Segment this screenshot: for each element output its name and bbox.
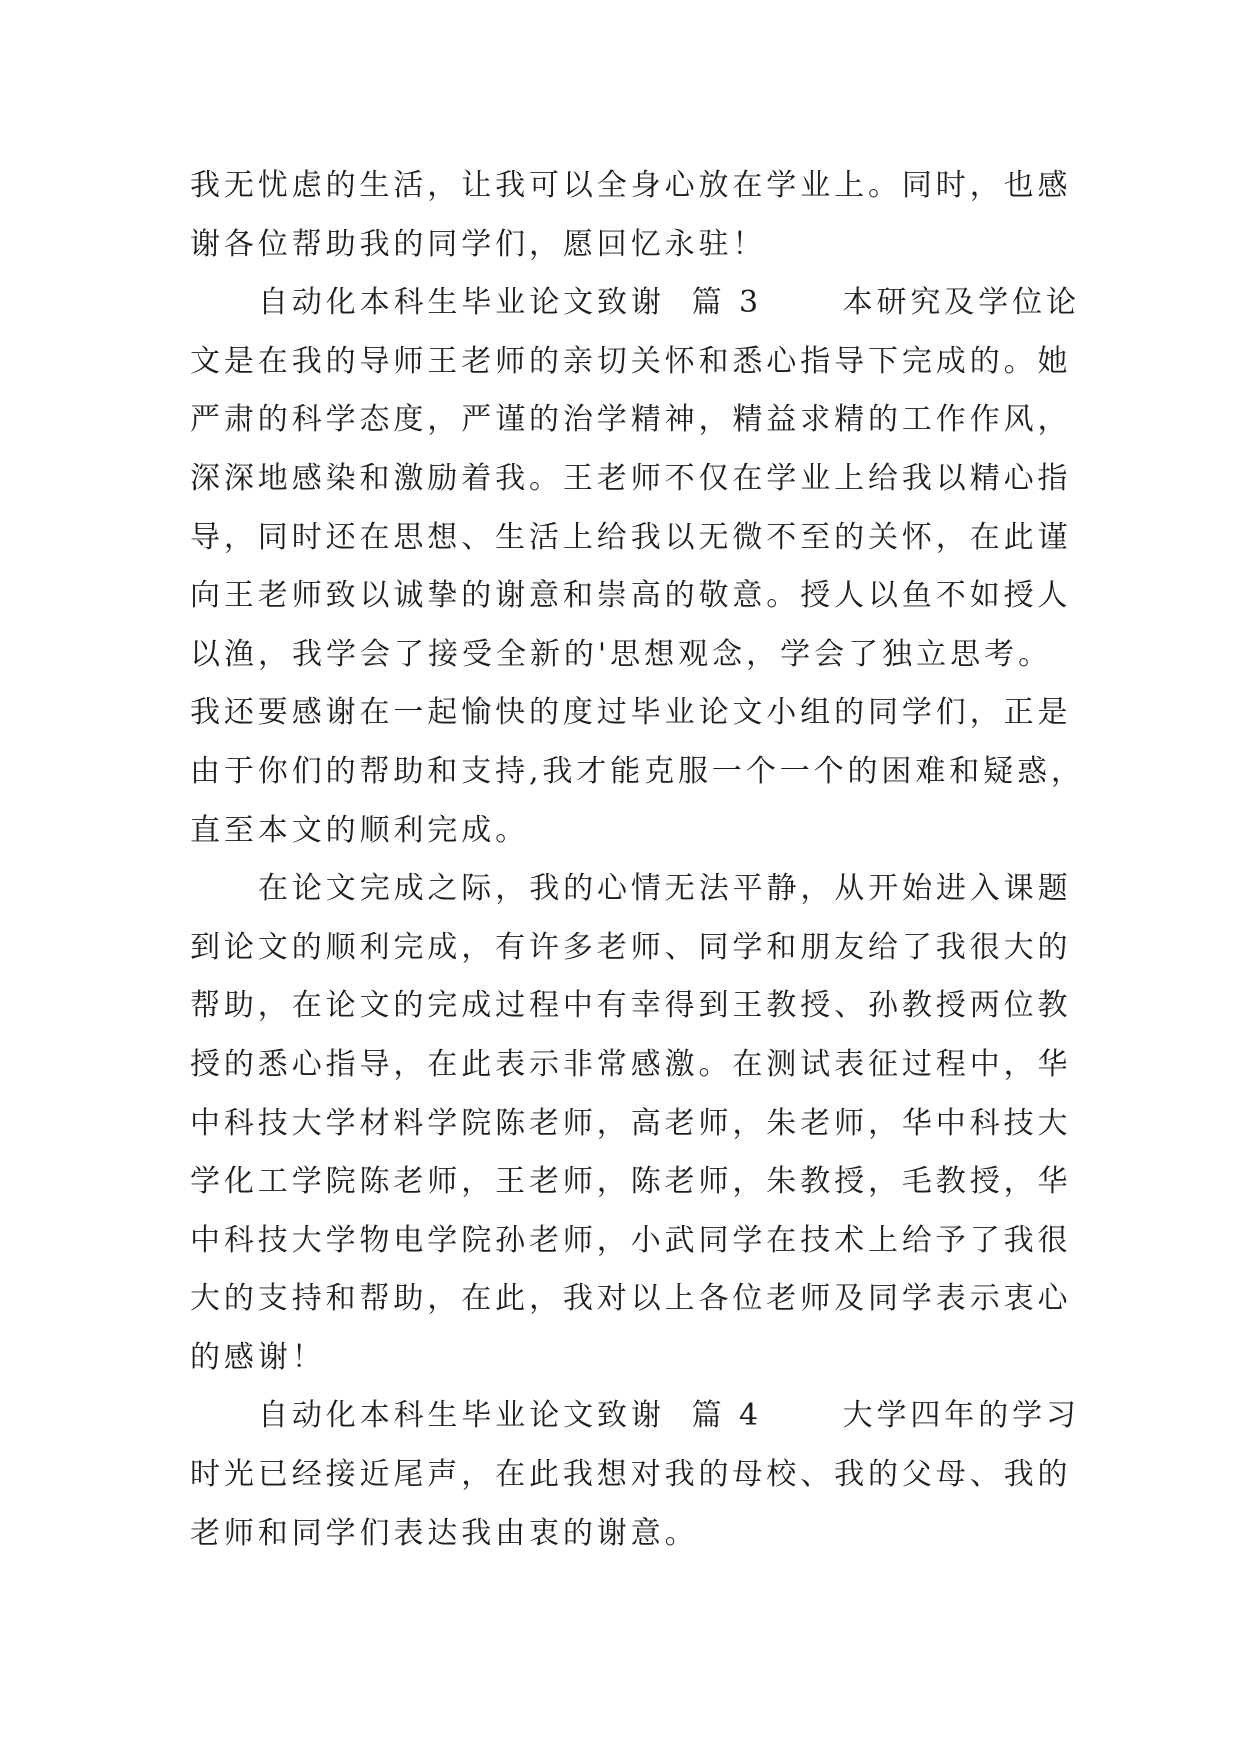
- text-line: 中科技大学材料学院陈老师，高老师，朱老师，华中科技大: [190, 1105, 1072, 1141]
- text-line: 老师和同学们表达我由衷的谢意。: [190, 1515, 699, 1551]
- text-line: 向王老师致以诚挚的谢意和崇高的敬意。授人以鱼不如授人: [190, 578, 1072, 614]
- text-line: 我无忧虑的生活，让我可以全身心放在学业上。同时，也感: [190, 168, 1072, 203]
- text-line: 严肃的科学态度，严谨的治学精神，精益求精的工作作风，: [190, 402, 1072, 438]
- text-line: 由于你们的帮助和支持,我才能克服一个一个的困难和疑惑，: [190, 753, 1085, 789]
- text-line: 帮助，在论文的完成过程中有幸得到王教授、孙教授两位教: [190, 988, 1072, 1024]
- paragraph-first-line: 在论文完成之际，我的心情无法平静，从开始进入课题: [258, 871, 1072, 907]
- text-line: 到论文的顺利完成，有许多老师、同学和朋友给了我很大的: [190, 929, 1072, 965]
- text-line: 学化工学院陈老师，王老师，陈老师，朱教授，毛教授，华: [190, 1164, 1072, 1200]
- text-line: 深深地感染和激励着我。王老师不仅在学业上给我以精心指: [190, 460, 1072, 496]
- text-line: 以渔，我学会了接受全新的'思想观念，学会了独立思考。: [190, 636, 1052, 672]
- text-line: 文是在我的导师王老师的亲切关怀和悉心指导下完成的。她: [190, 343, 1072, 379]
- text-line: 的感谢！: [190, 1339, 326, 1375]
- text-line: 授的悉心指导，在此表示非常感激。在测试表征过程中，华: [190, 1046, 1072, 1082]
- text-line: 我还要感谢在一起愉快的度过毕业论文小组的同学们，正是: [190, 695, 1072, 731]
- text-line: 大的支持和帮助，在此，我对以上各位老师及同学表示衷心: [190, 1281, 1072, 1317]
- text-line: 谢各位帮助我的同学们，愿回忆永驻！: [190, 226, 767, 262]
- section-heading-line: 自动化本科生毕业论文致谢 篇 4 大学四年的学习: [258, 1398, 1080, 1434]
- text-line: 直至本文的顺利完成。: [190, 812, 529, 848]
- text-line: 时光已经接近尾声，在此我想对我的母校、我的父母、我的: [190, 1457, 1072, 1493]
- section-heading-line: 自动化本科生毕业论文致谢 篇 3 本研究及学位论: [258, 285, 1080, 321]
- text-line: 导，同时还在思想、生活上给我以无微不至的关怀，在此谨: [190, 519, 1072, 555]
- body-text: [190, 157, 1085, 1563]
- text-line: 中科技大学物电学院孙老师，小武同学在技术上给予了我很: [190, 1222, 1072, 1258]
